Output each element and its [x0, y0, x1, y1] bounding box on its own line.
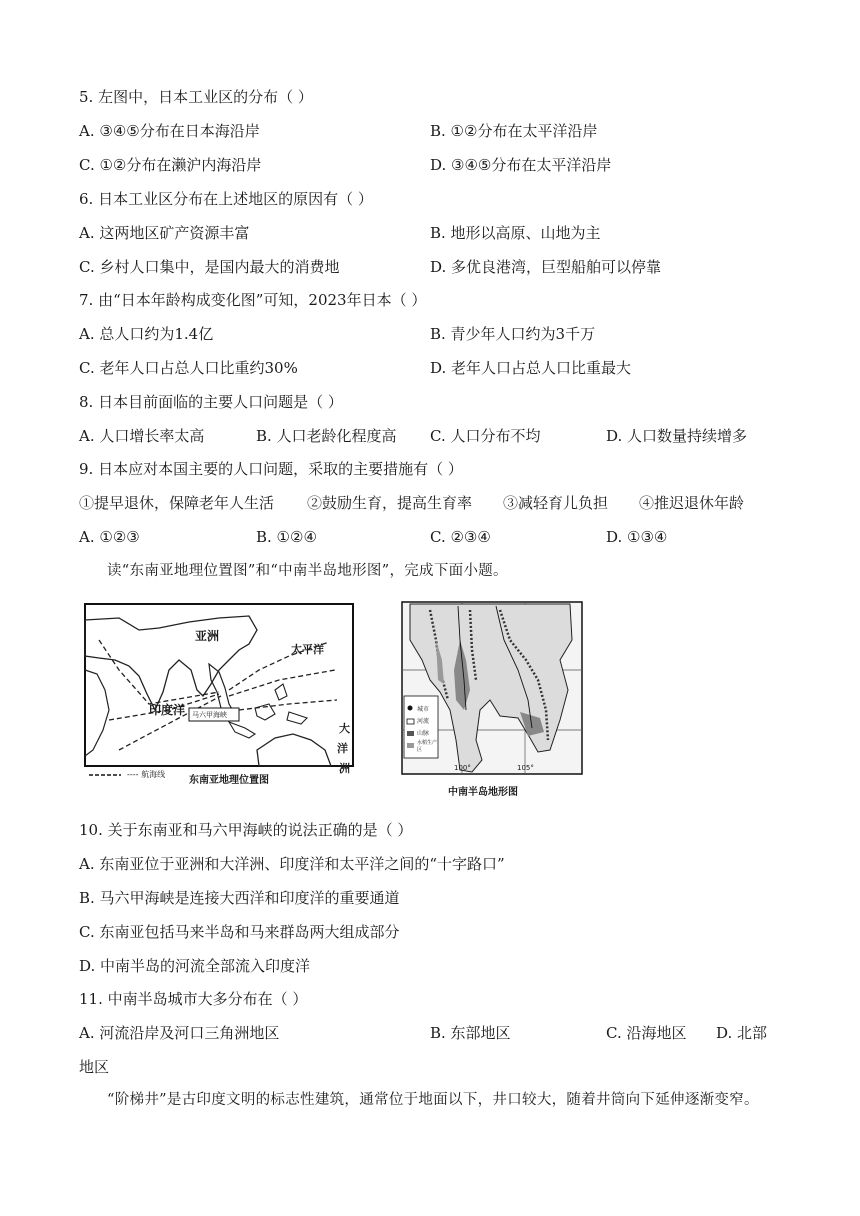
- q9-statement-2: ②鼓励生育，提高生育率: [307, 494, 473, 512]
- q5-option-b[interactable]: B. ①②分布在太平洋沿岸: [430, 122, 598, 140]
- q8-option-d[interactable]: D. 人口数量持续增多: [606, 427, 748, 445]
- q11-stem: 11. 中南半岛城市大多分布在（ ）: [79, 990, 308, 1008]
- q8-stem: 8. 日本目前面临的主要人口问题是（ ）: [79, 393, 343, 411]
- q10-option-c[interactable]: C. 东南亚包括马来半岛和马来群岛两大组成部分: [79, 923, 400, 941]
- q6-option-a[interactable]: A. 这两地区矿产资源丰富: [79, 224, 250, 242]
- q9-option-a[interactable]: A. ①②③: [79, 528, 140, 546]
- oceania-label-1: 大: [339, 722, 350, 735]
- q6-option-b[interactable]: B. 地形以高原、山地为主: [430, 224, 601, 242]
- legend-city: 城市: [417, 706, 430, 713]
- q8-option-a[interactable]: A. 人口增长率太高: [79, 427, 205, 445]
- q5-option-c[interactable]: C. ①②分布在濑沪内海沿岸: [79, 156, 262, 174]
- q8-option-b[interactable]: B. 人口老龄化程度高: [256, 427, 397, 445]
- q9-option-d[interactable]: D. ①③④: [606, 528, 668, 546]
- map2-caption: 中南半岛地形图: [448, 787, 518, 798]
- indian-ocean-label: 印度洋: [149, 703, 186, 717]
- q5-option-d[interactable]: D. ③④⑤分布在太平洋沿岸: [430, 156, 612, 174]
- q5-option-a[interactable]: A. ③④⑤分布在日本海沿岸: [79, 122, 260, 140]
- q10-option-b[interactable]: B. 马六甲海峡是连接大西洋和印度洋的重要通道: [79, 889, 400, 907]
- q7-option-d[interactable]: D. 老年人口占总人口比重最大: [430, 359, 632, 377]
- southeast-asia-map-graphic: [79, 600, 361, 800]
- q11-option-a[interactable]: A. 河流沿岸及河口三角洲地区: [79, 1024, 280, 1042]
- longitude-105: 105°: [517, 764, 534, 772]
- legend-rice-area: 水稻生产区: [417, 740, 438, 753]
- q9-option-c[interactable]: C. ②③④: [430, 528, 491, 546]
- legend-river: 河流: [417, 718, 430, 725]
- shipping-route-legend: ---- 航海线: [127, 770, 166, 779]
- q11-option-b[interactable]: B. 东部地区: [430, 1024, 511, 1042]
- q7-stem: 7. 由“日本年龄构成变化图”可知，2023年日本（ ）: [79, 291, 427, 309]
- q9-statement-4: ④推迟退休年龄: [639, 494, 745, 512]
- q10-option-a[interactable]: A. 东南亚位于亚洲和大洋洲、印度洋和太平洋之间的“十字路口”: [79, 855, 505, 873]
- indochina-terrain-map: [400, 600, 584, 800]
- southeast-asia-location-map: [79, 600, 361, 800]
- q6-stem: 6. 日本工业区分布在上述地区的原因有（ ）: [79, 190, 373, 208]
- longitude-100: 100°: [454, 764, 471, 772]
- map1-caption: 东南亚地理位置图: [189, 775, 269, 786]
- q7-option-b[interactable]: B. 青少年人口约为3千万: [430, 325, 596, 343]
- q7-option-a[interactable]: A. 总人口约为1.4亿: [79, 325, 214, 343]
- q9-statement-1: ①提早退休，保障老年人生活: [79, 494, 275, 512]
- indochina-map-graphic: [400, 600, 584, 800]
- q11-option-d-wrap: 地区: [79, 1058, 110, 1076]
- asia-label: 亚洲: [195, 629, 220, 643]
- strait-label: 马六甲海峡: [192, 711, 227, 719]
- q7-option-c[interactable]: C. 老年人口占总人口比重约30%: [79, 359, 298, 377]
- q9-option-b[interactable]: B. ①②④: [256, 528, 317, 546]
- q8-option-c[interactable]: C. 人口分布不均: [430, 427, 541, 445]
- q9-statement-3: ③减轻育儿负担: [503, 494, 609, 512]
- q11-option-c[interactable]: C. 沿海地区: [606, 1024, 687, 1042]
- q5-stem: 5. 左图中，日本工业区的分布（ ）: [79, 88, 313, 106]
- q6-option-d[interactable]: D. 多优良港湾，巨型船舶可以停靠: [430, 258, 662, 276]
- oceania-label-3: 洲: [339, 762, 350, 775]
- legend-mountain: 山脉: [417, 730, 430, 737]
- q10-stem: 10. 关于东南亚和马六甲海峡的说法正确的是（ ）: [79, 821, 413, 839]
- q10-option-d[interactable]: D. 中南半岛的河流全部流入印度洋: [79, 957, 311, 975]
- oceania-label-2: 洋: [337, 742, 348, 755]
- pacific-label: 太平洋: [291, 643, 324, 656]
- map-intro: 读“东南亚地理位置图”和“中南半岛地形图”，完成下面小题。: [107, 563, 508, 579]
- q9-stem: 9. 日本应对本国主要的人口问题，采取的主要措施有（ ）: [79, 460, 463, 478]
- q6-option-c[interactable]: C. 乡村人口集中，是国内最大的消费地: [79, 258, 340, 276]
- stepwell-passage: “阶梯井”是古印度文明的标志性建筑，通常位于地面以下，井口较大，随着井筒向下延伸逐渐变窄。: [107, 1092, 759, 1108]
- q11-option-d[interactable]: D. 北部: [716, 1024, 768, 1042]
